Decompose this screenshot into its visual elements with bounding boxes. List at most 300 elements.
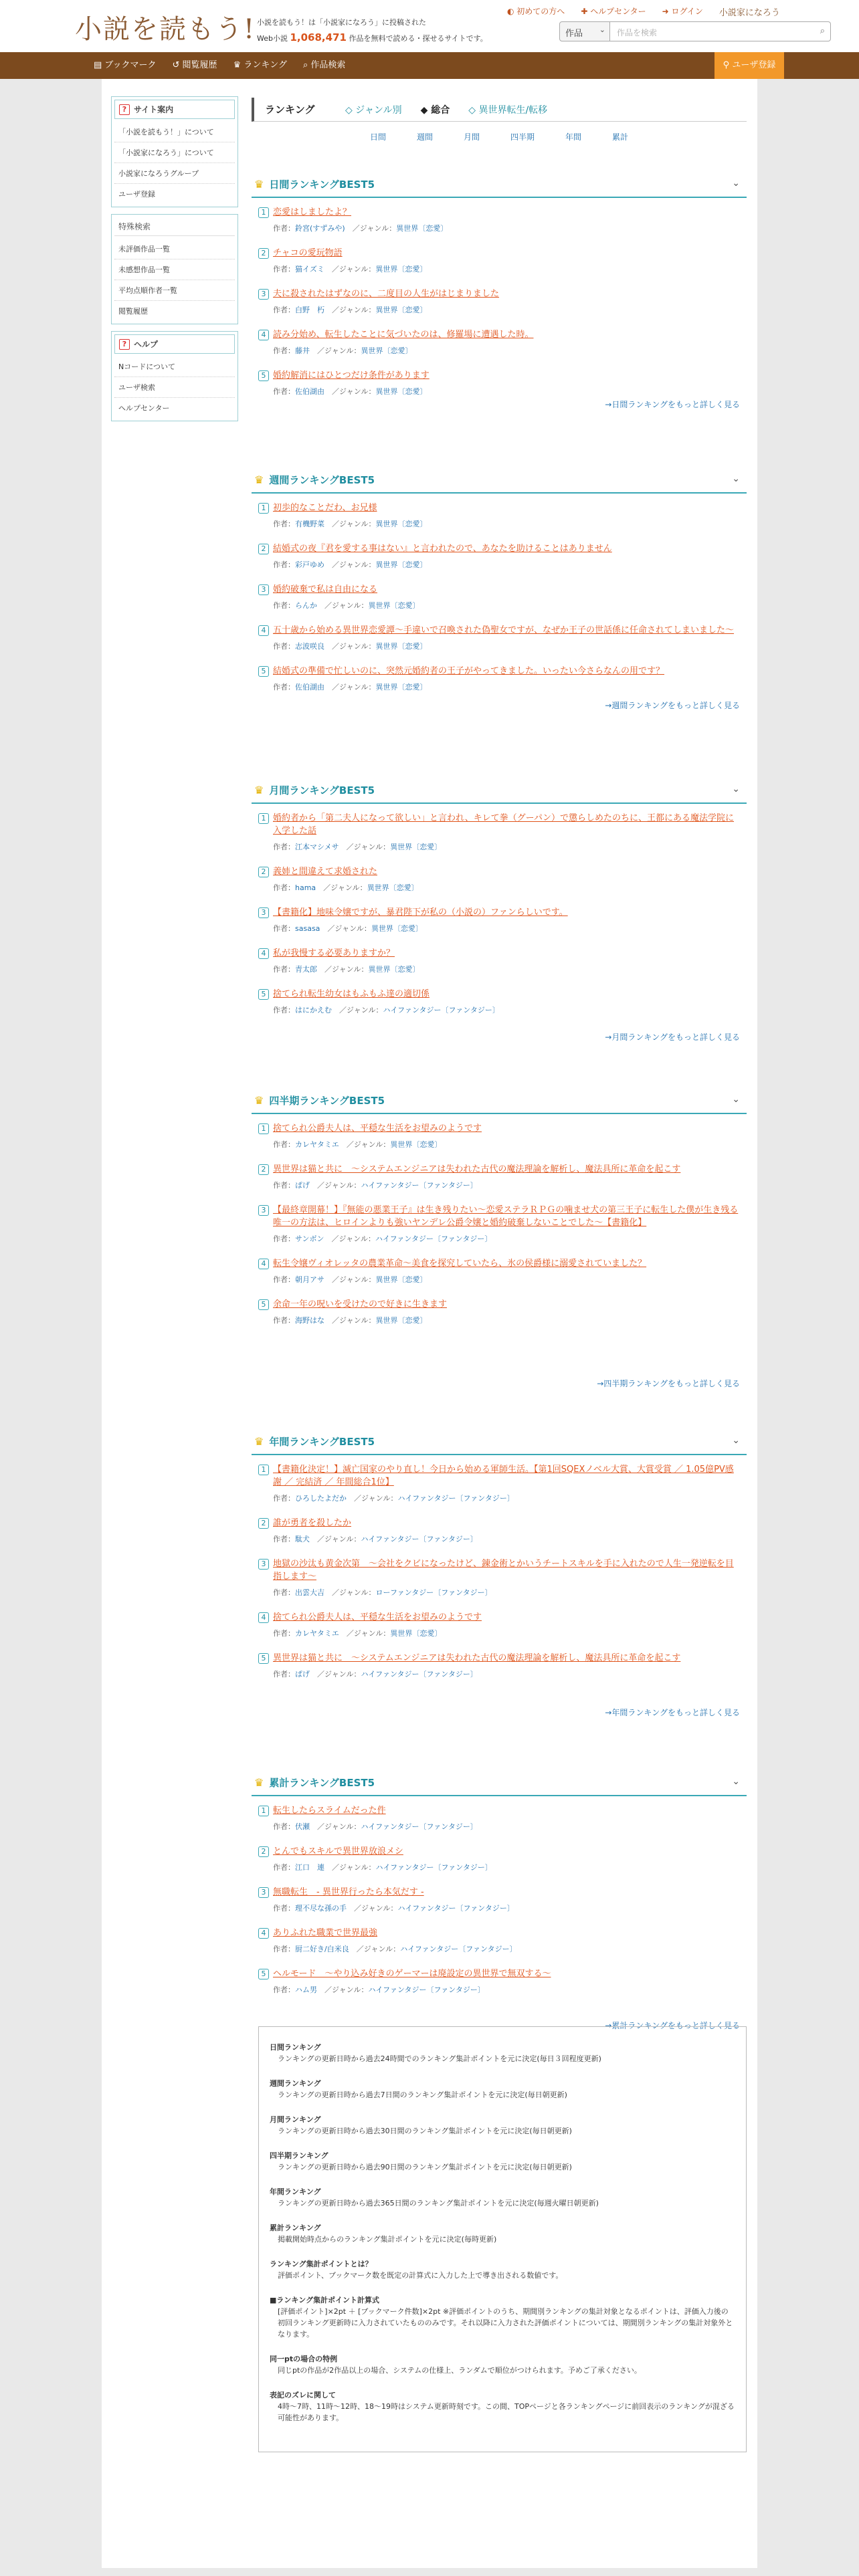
genre-link[interactable]: 異世界〔恋愛〕 (390, 843, 442, 851)
author-link[interactable]: sasasa (295, 924, 320, 933)
tagline-prefix: Web小説 (257, 34, 288, 43)
genre-link[interactable]: ハイファンタジー〔ファンタジー〕 (375, 1235, 492, 1243)
novel-meta: 作者：sasasa ／ジャンル：異世界〔恋愛〕 (273, 924, 423, 933)
novel-meta: 作者：彩戸ゆめ ／ジャンル：異世界〔恋愛〕 (273, 560, 427, 569)
genre-label: ジャンル： (332, 965, 369, 974)
author-link[interactable]: ぱげ (295, 1670, 310, 1679)
genre-link[interactable]: 異世界〔恋愛〕 (375, 387, 427, 396)
info-block (270, 2258, 735, 2281)
register-button[interactable]: ⚲ ユーザ登録 (714, 52, 784, 79)
ranking-item (258, 1517, 740, 1544)
genre-link[interactable]: ハイファンタジー〔ファンタジー〕 (397, 1494, 514, 1503)
genre-link[interactable]: 異世界〔恋愛〕 (390, 1629, 442, 1638)
genre-label: ジャンル： (332, 601, 369, 610)
novel-title-link[interactable]: 婚約破棄で私は自由になる (273, 584, 378, 595)
genre-link[interactable]: ハイファンタジー〔ファンタジー〕 (361, 1535, 478, 1543)
novel-meta: 作者：白野 朽 ／ジャンル：異世界〔恋愛〕 (273, 306, 427, 314)
novel-meta: 作者：サンボン ／ジャンル：ハイファンタジー〔ファンタジー〕 (273, 1235, 492, 1243)
author-link[interactable]: 理不尽な孫の手 (295, 1904, 347, 1913)
genre-label: ジャンル： (353, 843, 391, 851)
author-link[interactable]: カレヤタミエ (295, 1629, 339, 1638)
rank-number-badge: 1 (258, 1123, 269, 1134)
rank-number-badge: 3 (258, 1559, 269, 1570)
genre-link[interactable]: 異世界〔恋愛〕 (390, 1140, 442, 1149)
author-link[interactable]: 志波咲良 (295, 642, 324, 651)
site-logo[interactable]: 小説を読もう! (75, 14, 256, 45)
genre-label: ジャンル： (339, 683, 376, 691)
novel-title-link[interactable]: 異世界は猫と共に ～システムエンジニアは失われた古代の魔法理論を解析し、魔法具所に革命を起こす (273, 1164, 681, 1174)
novel-meta: 作者：江口 連 ／ジャンル：ハイファンタジー〔ファンタジー〕 (273, 1863, 492, 1872)
ranking-list (252, 494, 747, 692)
ranking-item (258, 288, 740, 315)
rank-number-badge: 5 (258, 666, 269, 677)
author-label: 作者： (273, 1494, 295, 1503)
ranking-item (258, 1886, 740, 1913)
novel-title-link[interactable]: 結婚式の夜『君を愛する事はない』と言われたので、あなたを助けることはありません (273, 544, 612, 554)
help-center-link[interactable]: ✚ ヘルプセンター (581, 7, 646, 16)
genre-label: ジャンル： (339, 387, 376, 396)
ranking-section (252, 1428, 747, 1717)
ranking-more-link[interactable]: →週間ランキングをもっと詳しく見る (605, 701, 740, 710)
period-total[interactable]: 累計 (612, 132, 629, 142)
ranking-item (258, 1257, 740, 1285)
author-label: 作者： (273, 1588, 295, 1597)
guide-box (111, 96, 238, 207)
rank-number-badge: 2 (258, 867, 269, 877)
search-bar (559, 21, 831, 41)
author-label: 作者： (273, 1985, 295, 1994)
author-link[interactable]: 猫イズミ (295, 265, 324, 274)
ranking-section-header[interactable] (252, 777, 747, 804)
author-label: 作者： (273, 1822, 295, 1831)
crown-icon: ♛ (254, 473, 264, 486)
rank-number-badge: 3 (258, 584, 269, 595)
rank-number-badge: 4 (258, 1259, 269, 1269)
novel-title-link[interactable]: 転生したらスライムだった件 (273, 1806, 386, 1816)
novel-title-link[interactable]: ありふれた職業で世界最強 (273, 1928, 378, 1938)
author-link[interactable]: ハム男 (295, 1985, 317, 1994)
sidebar-item-about-narou[interactable]: 「小説家になろう」について (114, 142, 235, 163)
search-icon[interactable]: ⌕ (820, 26, 825, 36)
tab-isekai[interactable]: ◇ 異世界転生/転移 (468, 104, 548, 116)
novel-title-link[interactable]: とんでもスキルで異世界放浪メシ (273, 1846, 403, 1856)
info-block (270, 2294, 735, 2340)
sidebar-item-unrated[interactable]: 未評価作品一覧 (114, 239, 235, 259)
author-link[interactable]: 青太郎 (295, 965, 317, 974)
tab-overall[interactable]: ◆ 総合 (420, 104, 450, 116)
sidebar-item-group[interactable]: 小説家になろうグループ (114, 163, 235, 184)
sidebar-item-uncommented[interactable]: 未感想作品一覧 (114, 259, 235, 280)
genre-link[interactable]: 異世界〔恋愛〕 (375, 520, 427, 528)
info-heading: 日間ランキング (270, 2043, 321, 2052)
info-heading: 四半期ランキング (270, 2151, 328, 2160)
sidebar-item-about-yomou[interactable]: 「小説を読もう！」について (114, 122, 235, 142)
genre-link[interactable]: 異世界〔恋愛〕 (368, 601, 420, 610)
genre-link[interactable]: 異世界〔恋愛〕 (368, 965, 420, 974)
ranking-section-title: 日間ランキングBEST5 (269, 178, 375, 191)
help-box (111, 331, 238, 421)
info-text: 評価ポイント、ブックマーク数を既定の計算式に入力した上で導き出される数値です。 (278, 2271, 563, 2280)
chevron-down-icon[interactable]: ⌄ (732, 178, 740, 189)
info-heading: 週間ランキング (270, 2079, 321, 2088)
ranking-heading: ランキング (265, 104, 315, 116)
author-link[interactable]: 有機野菜 (295, 520, 324, 528)
rank-number-badge: 1 (258, 1806, 269, 1816)
ranking-section (252, 1769, 747, 2030)
genre-label: ジャンル： (339, 306, 376, 314)
novel-title-link[interactable]: 地獄の沙汰も黄金次第 ～会社をクビになったけど、錬金術とかいうチートスキルを手に入れたので人生一発逆転を目指します～ (273, 1559, 734, 1582)
site-tagline (257, 15, 488, 46)
genre-label: ジャンル： (339, 265, 376, 274)
global-nav (0, 52, 859, 79)
novel-meta: 作者：hama ／ジャンル：異世界〔恋愛〕 (273, 883, 419, 892)
genre-link[interactable]: 異世界〔恋愛〕 (375, 642, 427, 651)
ranking-more-link[interactable]: →日間ランキングをもっと詳しく見る (605, 400, 740, 409)
nav-search[interactable]: ⌕ 作品検索 (302, 60, 346, 70)
author-label: 作者： (273, 1629, 295, 1638)
ranking-item (258, 906, 740, 934)
chevron-down-icon[interactable]: ⌄ (732, 1435, 740, 1446)
ranking-more-link[interactable]: →月間ランキングをもっと詳しく見る (605, 1033, 740, 1042)
novel-meta: 作者：駄犬 ／ジャンル：ハイファンタジー〔ファンタジー〕 (273, 1535, 478, 1543)
genre-link[interactable]: ハイファンタジー〔ファンタジー〕 (361, 1822, 478, 1831)
novel-title-link[interactable]: 五十歳から始める異世界恋愛譚～手違いで召喚された偽聖女ですが、なぜか王子の世話係に任命されてしまいました～ (273, 625, 735, 635)
genre-link[interactable]: 異世界〔恋愛〕 (396, 224, 448, 233)
period-tabs (252, 131, 747, 142)
author-link[interactable]: ぱげ (295, 1181, 310, 1190)
sidebar-item-avg-authors[interactable]: 平均点順作者一覧 (114, 280, 235, 301)
ranking-item (258, 1163, 740, 1190)
author-label: 作者： (273, 387, 295, 396)
author-label: 作者： (273, 642, 295, 651)
crown-icon: ♛ (254, 1434, 264, 1448)
novel-title-link[interactable]: 【書籍化決定！】滅亡国家のやり直し！今日から始める軍師生活。【第1回SQEXノベル大賞、大賞受賞 ／ 1.05億PV感謝 ／ 完結済 ／ 年間総合1位】 (273, 1465, 734, 1487)
novel-meta: 作者：ハム男 ／ジャンル：ハイファンタジー〔ファンタジー〕 (273, 1985, 485, 1994)
ranking-section-header[interactable] (252, 1087, 747, 1114)
search-input[interactable]: 作品を検索 ⌕ (610, 21, 831, 41)
rank-number-badge: 1 (258, 1465, 269, 1475)
novel-title-link[interactable]: 誰が勇者を殺したか (273, 1518, 352, 1528)
ranking-item (258, 1967, 740, 1995)
work-count: 1,068,471 (290, 31, 347, 43)
main-content (252, 98, 747, 2422)
search-type-select[interactable]: 作品 ⌄ (559, 21, 610, 41)
crown-icon: ♛ (254, 1776, 264, 1789)
genre-link[interactable]: 異世界〔恋愛〕 (367, 883, 419, 892)
author-label: 作者： (273, 560, 295, 569)
author-label: 作者： (273, 1904, 295, 1913)
ranking-section-header[interactable] (252, 467, 747, 494)
genre-link[interactable]: 異世界〔恋愛〕 (371, 924, 423, 933)
rank-number-badge: 5 (258, 1969, 269, 1979)
genre-link[interactable]: 異世界〔恋愛〕 (375, 1316, 427, 1325)
question-icon: ? (119, 339, 130, 350)
ranking-section-title: 四半期ランキングBEST5 (269, 1094, 385, 1107)
novel-meta: 作者：理不尽な孫の手 ／ジャンル：ハイファンタジー〔ファンタジー〕 (273, 1904, 514, 1913)
novel-title-link[interactable]: 夫に殺されたはずなのに、二度目の人生がはじまりました (273, 289, 500, 299)
ranking-section-header[interactable] (252, 1428, 747, 1455)
chevron-down-icon[interactable]: ⌄ (732, 473, 740, 484)
genre-link[interactable]: ローファンタジー〔ファンタジー〕 (375, 1588, 492, 1597)
sidebar-item-ncode[interactable]: Nコードについて (114, 356, 235, 377)
chevron-down-icon[interactable]: ⌄ (732, 784, 740, 794)
sidebar-item-history[interactable]: 閲覧履歴 (118, 307, 148, 316)
novel-meta: 作者：ひろしたよだか ／ジャンル：ハイファンタジー〔ファンタジー〕 (273, 1494, 514, 1503)
genre-label: ジャンル： (339, 1588, 376, 1597)
genre-label: ジャンル： (324, 1181, 361, 1190)
rank-number-badge: 1 (258, 207, 269, 218)
novel-meta: 作者：ぱげ ／ジャンル：ハイファンタジー〔ファンタジー〕 (273, 1181, 478, 1190)
author-link[interactable]: 出雲大吉 (295, 1588, 324, 1597)
ranking-list (252, 804, 747, 1015)
author-label: 作者： (273, 1181, 295, 1190)
special-search-box (111, 214, 238, 324)
author-label: 作者： (273, 1316, 295, 1325)
author-label: 作者： (273, 1670, 295, 1679)
ranking-item (258, 665, 740, 692)
rank-number-badge: 2 (258, 1518, 269, 1529)
author-link[interactable]: 佐伯湖由 (295, 387, 324, 396)
author-link[interactable]: hama (295, 883, 316, 892)
author-link[interactable]: はにかえむ (295, 1006, 332, 1014)
author-link[interactable]: 佐伯湖由 (295, 683, 324, 691)
novel-title-link[interactable]: 捨てられ公爵夫人は、平穏な生活をお望みのようです (273, 1612, 482, 1622)
genre-label: ジャンル： (339, 1316, 376, 1325)
content-wrap (102, 79, 757, 2568)
author-link[interactable]: 駄犬 (295, 1535, 310, 1543)
info-block (270, 2389, 735, 2424)
info-heading: 月間ランキング (270, 2115, 321, 2124)
ranking-list (252, 198, 747, 397)
author-link[interactable]: 伏瀬 (295, 1822, 310, 1831)
genre-link[interactable]: ハイファンタジー〔ファンタジー〕 (383, 1006, 500, 1014)
nav-bookmark[interactable]: ▤ ブックマーク (94, 60, 157, 70)
crown-icon: ♛ (254, 783, 264, 796)
novel-meta: 作者：鈴宮(すずみや) ／ジャンル：異世界〔恋愛〕 (273, 224, 448, 233)
help-heading: ? ヘルプ (114, 334, 235, 354)
genre-link[interactable]: 異世界〔恋愛〕 (375, 306, 427, 314)
tagline-suffix: 作品を無料で読める・探せるサイトです。 (349, 34, 488, 43)
genre-label: ジャンル： (324, 1670, 361, 1679)
ranking-section-header[interactable] (252, 171, 747, 198)
chevron-down-icon[interactable]: ⌄ (732, 1094, 740, 1105)
novel-meta: 作者：伏瀬 ／ジャンル：ハイファンタジー〔ファンタジー〕 (273, 1822, 478, 1831)
guide-heading: ? サイト案内 (114, 100, 235, 119)
info-text: ランキングの更新日時から過去90日間のランキング集計ポイントを元に決定(毎日朝更新) (278, 2163, 572, 2171)
period-weekly[interactable]: 週間 (416, 132, 433, 142)
ranking-more-link[interactable]: →年間ランキングをもっと詳しく見る (605, 1708, 740, 1717)
novel-meta: 作者：カレヤタミエ ／ジャンル：異世界〔恋愛〕 (273, 1629, 442, 1638)
crown-icon: ♛ (254, 177, 264, 191)
genre-label: ジャンル： (339, 560, 376, 569)
info-block (270, 2078, 735, 2101)
author-label: 作者： (273, 1863, 295, 1872)
ranking-item (258, 1122, 740, 1150)
sidebar-item-help-center[interactable]: ヘルプセンター (118, 404, 170, 413)
novel-title-link[interactable]: ヘルモード ～やり込み好きのゲーマーは廃設定の異世界で無双する～ (273, 1969, 551, 1979)
nav-history[interactable]: ↺ 閲覧履歴 (172, 60, 217, 70)
rank-number-badge: 4 (258, 948, 269, 959)
author-link[interactable]: 白野 朽 (295, 306, 324, 314)
info-block (270, 2114, 735, 2137)
ranking-item (258, 328, 740, 356)
author-label: 作者： (273, 224, 295, 233)
novel-title-link[interactable]: 【最終章開幕！】『無能の悪業王子』は生き残りたい～恋愛ステラＲＰＧの噛ませ犬の第三王子に転生した僕が生き残る唯一の方法は、ヒロインよりも強いヤンデレ公爵令嬢と婚約破棄しないことでした～【書籍化】 (273, 1205, 739, 1228)
rank-number-badge: 4 (258, 625, 269, 636)
genre-label: ジャンル： (363, 1945, 401, 1953)
rank-number-badge: 5 (258, 370, 269, 381)
rank-number-badge: 3 (258, 907, 269, 918)
info-text: ランキングの更新日時から過去7日間のランキング集計ポイントを元に決定(毎日朝更新) (278, 2090, 567, 2099)
novel-title-link[interactable]: 異世界は猫と共に ～システムエンジニアは失われた古代の魔法理論を解析し、魔法具所に革命を起こす (273, 1653, 681, 1663)
info-heading: 表記のズレに関して (270, 2391, 336, 2399)
genre-link[interactable]: 異世界〔恋愛〕 (375, 683, 427, 691)
author-label: 作者： (273, 924, 295, 933)
ranking-more-link[interactable]: →四半期ランキングをもっと詳しく見る (597, 1379, 740, 1388)
genre-link[interactable]: ハイファンタジー〔ファンタジー〕 (361, 1670, 478, 1679)
author-label: 作者： (273, 601, 295, 610)
chevron-down-icon[interactable]: ⌄ (732, 1776, 740, 1787)
genre-link[interactable]: ハイファンタジー〔ファンタジー〕 (361, 1181, 478, 1190)
novel-meta: 作者：カレヤタミエ ／ジャンル：異世界〔恋愛〕 (273, 1140, 442, 1149)
novel-title-link[interactable]: 婚約解消にはひとつだけ条件があります (273, 370, 430, 381)
genre-label: ジャンル： (339, 1235, 375, 1243)
sidebar-item-user-search[interactable]: ユーザ検索 (114, 377, 235, 398)
nav-ranking[interactable]: ♛ ランキング (233, 60, 287, 70)
novel-title-link[interactable]: 恋愛はしましたよ？ (273, 207, 352, 217)
novel-title-link[interactable]: 無職転生 - 異世界行ったら本気だす - (273, 1887, 424, 1897)
genre-link[interactable]: 異世界〔恋愛〕 (375, 265, 427, 274)
rank-number-badge: 2 (258, 544, 269, 554)
sidebar-item-register[interactable]: ユーザ登録 (118, 190, 155, 199)
ranking-item (258, 583, 740, 611)
author-label: 作者： (273, 1535, 295, 1543)
info-text: 4時〜7時、11時〜12時、18〜19時はシステム更新時刻です。この間、TOPページと各ランキングページに前回表示のランキングが混ざる可能性があります。 (278, 2402, 735, 2422)
author-link[interactable]: ひろしたよだか (295, 1494, 347, 1503)
novel-meta: 作者：らんか ／ジャンル：異世界〔恋愛〕 (273, 601, 420, 610)
author-link[interactable]: カレヤタミエ (295, 1140, 339, 1149)
narou-logo-link[interactable]: 小説家になろう (719, 8, 780, 18)
author-label: 作者： (273, 1140, 295, 1149)
ranking-section-title: 累計ランキングBEST5 (269, 1776, 375, 1789)
period-yearly[interactable]: 年間 (565, 132, 582, 142)
novel-title-link[interactable]: チャコの愛玩物語 (273, 248, 343, 258)
novel-title-link[interactable]: 【書籍化】地味令嬢ですが、暴君陛下が私の（小説の）ファンらしいです。 (273, 907, 568, 918)
ranking-list (252, 1455, 747, 1679)
genre-label: ジャンル： (339, 520, 376, 528)
novel-title-link[interactable]: 初歩的なことだわ、お兄様 (273, 503, 377, 513)
author-link[interactable]: 江口 連 (295, 1863, 324, 1872)
author-link[interactable]: 藤井 (295, 346, 310, 355)
author-link[interactable]: 朝月アサ (295, 1275, 324, 1284)
rank-number-badge: 3 (258, 1887, 269, 1898)
info-heading: 累計ランキング (270, 2224, 321, 2232)
novel-title-link[interactable]: 婚約者から「第二夫人になって欲しい」と言われ、キレて拳（グーパン）で懲らしめたのちに、王都にある魔法学院に入学した話 (273, 813, 735, 836)
genre-link[interactable]: 異世界〔恋愛〕 (375, 1275, 427, 1284)
ranking-section (252, 777, 747, 1042)
period-monthly[interactable]: 月間 (463, 132, 480, 142)
novel-meta: 作者：佐伯湖由 ／ジャンル：異世界〔恋愛〕 (273, 387, 427, 396)
novel-title-link[interactable]: 捨てられ公爵夫人は、平穏な生活をお望みのようです (273, 1123, 482, 1134)
novel-meta: 作者：はにかえむ ／ジャンル：ハイファンタジー〔ファンタジー〕 (273, 1006, 500, 1014)
info-block (270, 2186, 735, 2209)
genre-label: ジャンル： (332, 1985, 369, 1994)
author-link[interactable]: 厨二好き/白米良 (295, 1945, 349, 1953)
author-label: 作者： (273, 520, 295, 528)
novel-title-link[interactable]: 転生令嬢ヴィオレッタの農業革命～美食を探究していたら、氷の侯爵様に溺愛されていました？ (273, 1259, 647, 1269)
period-daily[interactable]: 日間 (369, 132, 386, 142)
tab-genre[interactable]: ◇ ジャンル別 (345, 104, 402, 116)
ranking-section-title: 年間ランキングBEST5 (269, 1435, 375, 1448)
genre-label: ジャンル： (324, 346, 361, 355)
genre-link[interactable]: ハイファンタジー〔ファンタジー〕 (375, 1863, 492, 1872)
genre-link[interactable]: 異世界〔恋愛〕 (361, 346, 413, 355)
author-link[interactable]: 鈴宮(すずみや) (295, 224, 345, 233)
period-quarterly[interactable]: 四半期 (510, 132, 535, 142)
rank-number-badge: 5 (258, 989, 269, 1000)
info-text: ランキングの更新日時から過去30日間のランキング集計ポイントを元に決定(毎日朝更新) (278, 2127, 572, 2135)
ranking-more-link[interactable]: →累計ランキングをもっと詳しく見る (605, 2021, 740, 2030)
info-text: 掲載開始時点からのランキング集計ポイントを元に決定(毎時更新) (278, 2235, 497, 2244)
ranking-item (258, 1298, 740, 1325)
author-link[interactable]: 江本マシメサ (295, 843, 339, 851)
genre-link[interactable]: 異世界〔恋愛〕 (375, 560, 427, 569)
novel-title-link[interactable]: 義姉と間違えて求婚された (273, 867, 378, 877)
rank-number-badge: 5 (258, 1653, 269, 1664)
genre-label: ジャンル： (330, 883, 367, 892)
beginner-link[interactable]: ◐ 初めての方へ (507, 7, 565, 16)
ranking-section-header[interactable] (252, 1769, 747, 1796)
novel-title-link[interactable]: 読み分始め、転生したことに気づいたのは、修羅場に遭遇した時。 (273, 330, 534, 340)
ranking-item (258, 502, 740, 529)
novel-title-link[interactable]: 結婚式の準備で忙しいのに、突然元婚約者の王子がやってきました。いったい今さらなんの用です？ (273, 666, 665, 676)
author-link[interactable]: 海野はな (295, 1316, 324, 1325)
novel-title-link[interactable]: 余命一年の呪いを受けたので好きに生きます (273, 1299, 448, 1309)
ranking-tabs (252, 98, 747, 122)
genre-label: ジャンル： (359, 224, 397, 233)
info-block (270, 2042, 735, 2064)
rank-number-badge: 2 (258, 1846, 269, 1857)
novel-meta: 作者：出雲大吉 ／ジャンル：ローファンタジー〔ファンタジー〕 (273, 1588, 492, 1597)
login-link[interactable]: ➜ ログイン (662, 7, 703, 16)
genre-label: ジャンル： (353, 1629, 391, 1638)
rank-number-badge: 1 (258, 813, 269, 824)
novel-title-link[interactable]: 捨てられ転生幼女はもふもふ達の適切係 (273, 989, 430, 999)
novel-meta: 作者：佐伯湖由 ／ジャンル：異世界〔恋愛〕 (273, 683, 427, 691)
info-text: ランキングの更新日時から過去24時間でのランキング集計ポイントを元に決定(毎日３回程度更新) (278, 2054, 601, 2063)
author-link[interactable]: サンボン (295, 1235, 324, 1243)
info-block (270, 2150, 735, 2173)
genre-link[interactable]: ハイファンタジー〔ファンタジー〕 (397, 1904, 514, 1913)
genre-label: ジャンル： (324, 1535, 361, 1543)
tagline-line1: 小説を読もう！は「小説家になろう」に投稿された (257, 18, 426, 27)
author-link[interactable]: 彩戸ゆめ (295, 560, 324, 569)
info-heading: ■ランキング集計ポイント計算式 (270, 2296, 380, 2304)
novel-title-link[interactable]: 私が我慢する必要ありますか？ (273, 948, 395, 958)
chevron-down-icon: ⌄ (599, 25, 605, 34)
rank-number-badge: 4 (258, 1612, 269, 1623)
question-icon: ? (119, 104, 130, 115)
genre-link[interactable]: ハイファンタジー〔ファンタジー〕 (368, 1985, 485, 1994)
author-label: 作者： (273, 883, 295, 892)
author-link[interactable]: らんか (295, 601, 317, 610)
novel-meta: 作者：江本マシメサ ／ジャンル：異世界〔恋愛〕 (273, 843, 442, 851)
author-label: 作者： (273, 265, 295, 274)
info-text: [評価ポイント]×2pt ＋ [ブックマーク件数]×2pt ※評価ポイントのうち、期間別ランキングの集計対象となるポイントは、評価入力後の初回ランキング更新時に入力されていたもののみです。それ以降に入力された評価ポイントについては、期間別ランキングの集計対象外となります。 (278, 2307, 733, 2339)
info-text: 同じptの作品が2作品以上の場合、システムの仕様上、ランダムで順位がつけられます。予めご了承ください。 (278, 2366, 642, 2375)
genre-link[interactable]: ハイファンタジー〔ファンタジー〕 (400, 1945, 517, 1953)
ranking-item (258, 947, 740, 974)
